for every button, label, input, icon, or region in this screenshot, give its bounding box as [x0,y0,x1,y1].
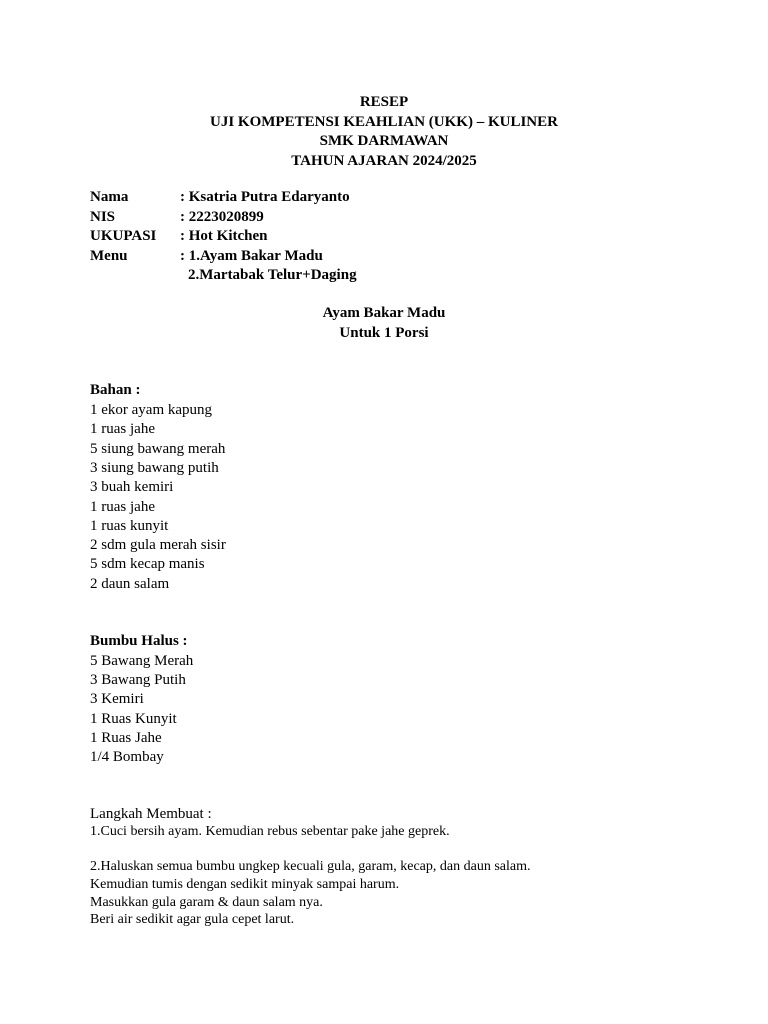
bahan-item: 1 ruas jahe [90,421,155,437]
ukupasi-label: UKUPASI [90,228,157,244]
bumbu-item: 1 Ruas Jahe [90,729,162,746]
bumbu-item: 1 Ruas Kunyit [90,710,177,727]
step-2-line: Kemudian tumis dengan sedikit minyak sampai harum. [90,877,400,892]
bahan-item: 5 sdm kecap manis [90,556,205,572]
doc-title: RESEP [359,94,409,110]
step-2-line: 2.Haluskan semua bumbu ungkep kecuali gula, garam, kecap, dan daun salam. [90,859,531,874]
school-name: SMK DARMAWAN [319,133,449,149]
bumbu-item: 3 Bawang Putih [90,671,186,688]
bahan-heading: Bahan : [90,382,141,398]
bahan-item: 1 ruas kunyit [90,517,169,534]
menu-value-2: 2.Martabak Telur+Daging [188,266,357,283]
recipe-title: Ayam Bakar Madu [322,305,446,321]
bahan-item: 3 siung bawang putih [90,459,219,476]
ukupasi-value: : Hot Kitchen [180,228,268,244]
bahan-item: 2 sdm gula merah sisir [90,537,226,553]
step-1: 1.Cuci bersih ayam. Kemudian rebus sebentar pake jahe geprek. [90,824,450,839]
school-year: TAHUN AJARAN 2024/2025 [291,152,477,169]
bahan-item: 3 buah kemiri [90,479,174,495]
bahan-item: 1 ruas jahe [90,498,155,515]
bumbu-item: 1/4 Bombay [90,749,164,765]
bahan-item: 1 ekor ayam kapung [90,401,213,418]
bumbu-item: 5 Bawang Merah [90,652,194,669]
bumbu-heading: Bumbu Halus : [90,633,188,649]
step-2-line: Masukkan gula garam & daun salam nya. [90,894,323,910]
exam-title: UJI KOMPETENSI KEAHLIAN (UKK) – KULINER [210,113,558,130]
menu-value-1: : 1.Ayam Bakar Madu [180,247,323,264]
menu-label: Menu [90,247,128,264]
bahan-item: 5 siung bawang merah [90,440,226,457]
bahan-item: 2 daun salam [90,575,170,592]
nis-label: NIS [90,208,116,225]
recipe-portion: Untuk 1 Porsi [339,325,429,341]
nis-value: : 2223020899 [180,208,264,225]
langkah-heading: Langkah Membuat : [90,806,212,822]
bumbu-item: 3 Kemiri [90,691,144,707]
nama-value: : Ksatria Putra Edaryanto [180,189,350,205]
nama-label: Nama [90,189,129,205]
step-2-line: Beri air sedikit agar gula cepet larut. [90,912,295,927]
